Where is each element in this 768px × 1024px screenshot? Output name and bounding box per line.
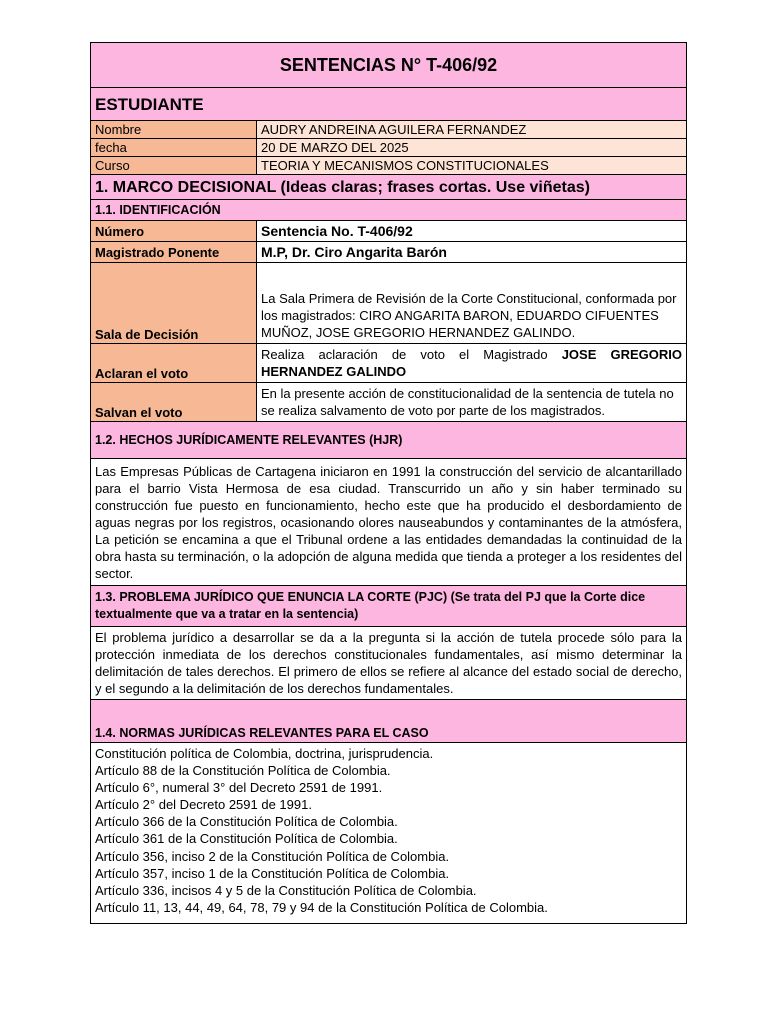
norm-item: Artículo 356, inciso 2 de la Constitución Política de Colombia. (95, 848, 450, 864)
number-label: Número (91, 221, 257, 242)
identification-header: 1.1. IDENTIFICACIÓN (91, 200, 687, 221)
number-value: Sentencia No. T-406/92 (257, 221, 687, 242)
clarify-prefix: Realiza aclaración de voto el Magistrado (261, 347, 562, 362)
course-value: TEORIA Y MECANISMOS CONSTITUCIONALES (257, 157, 687, 175)
case-table (90, 42, 687, 924)
norm-item: Artículo 357, inciso 1 de la Constitución Política de Colombia. (95, 865, 450, 881)
clarify-label: Aclaran el voto (91, 344, 257, 383)
norm-item: Artículo 2° del Decreto 2591 de 1991. (95, 797, 312, 813)
problem-header: 1.3. PROBLEMA JURÍDICO QUE ENUNCIA LA CORTE (PJC) (Se trata del PJ que la Corte dice textualmente que va a tratar en la sentencia) (91, 586, 687, 627)
save-vote-value: En la presente acción de constitucionalidad de la sentencia de tutela no se realiza salvamento de voto por parte de los magistrados. (257, 383, 687, 422)
case-sheet (90, 42, 686, 924)
norms-list (91, 743, 687, 924)
clarify-magistrate: JOSE GREGORIO HERNANDEZ GALINDO (261, 347, 682, 379)
save-vote-label: Salvan el voto (91, 383, 257, 422)
name-label: Nombre (91, 121, 257, 139)
chamber-label: Sala de Decisión (91, 263, 257, 344)
clarify-value (257, 344, 687, 383)
name-value: AUDRY ANDREINA AGUILERA FERNANDEZ (257, 121, 687, 139)
problem-text: El problema jurídico a desarrollar se da a la pregunta si la acción de tutela procede sólo para la protección inmediata de los derechos constitucionales fundamentales, así mismo determinar la delimitación de tales derechos. El primero de ellos se refiere al alcance del estado social de derecho, y el segundo a la delimitación de los derechos fundamentales. (91, 627, 687, 700)
section-marco-decisional: 1. MARCO DECISIONAL (Ideas claras; frases cortas. Use viñetas) (91, 175, 687, 200)
facts-text: Las Empresas Públicas de Cartagena iniciaron en 1991 la construcción del servicio de alcantarillado para el barrio Vista Hermosa de esa ciudad. Transcurrido un año y sin haber terminado su construcción fue puesto en funcionamiento, hecho este que ha producido el desbordamiento de aguas negras por los registros, ocasionando olores nauseabundos y contaminantes de la atmósfera, La petición se encamina a que el Tribunal ordene a las entidades demandadas la continuidad de la obra hasta su terminación, o la adopción de alguna medida que tienda a proteger a los residentes del sector. (91, 459, 687, 586)
facts-header: 1.2. HECHOS JURÍDICAMENTE RELEVANTES (HJR) (91, 422, 687, 459)
norm-item: Artículo 6°, numeral 3° del Decreto 2591 de 1991. (95, 780, 383, 796)
date-label: fecha (91, 139, 257, 157)
magistrate-value: M.P, Dr. Ciro Angarita Barón (257, 242, 687, 263)
norm-item: Artículo 361 de la Constitución Política de Colombia. (95, 831, 398, 847)
student-header: ESTUDIANTE (91, 88, 687, 121)
date-value: 20 DE MARZO DEL 2025 (257, 139, 687, 157)
chamber-value: La Sala Primera de Revisión de la Corte Constitucional, conformada por los magistrados: CIRO ANGARITA BARON, EDUARDO CIFUENTES MUÑOZ, JOSE GREGORIO HERNANDEZ GALINDO. (257, 263, 687, 344)
norm-item: Artículo 336, incisos 4 y 5 de la Constitución Política de Colombia. (95, 882, 477, 898)
norm-item: Artículo 88 de la Constitución Política de Colombia. (95, 763, 391, 779)
course-label: Curso (91, 157, 257, 175)
norm-item: Artículo 11, 13, 44, 49, 64, 78, 79 y 94 de la Constitución Política de Colombia. (95, 899, 548, 915)
norm-item: Constitución política de Colombia, doctrina, jurisprudencia. (95, 746, 434, 761)
magistrate-label: Magistrado Ponente (91, 242, 257, 263)
norms-header: 1.4. NORMAS JURÍDICAS RELEVANTES PARA EL CASO (91, 700, 687, 743)
page-title: SENTENCIAS N° T-406/92 (91, 43, 687, 88)
norm-item: Artículo 366 de la Constitución Política de Colombia. (95, 814, 398, 830)
